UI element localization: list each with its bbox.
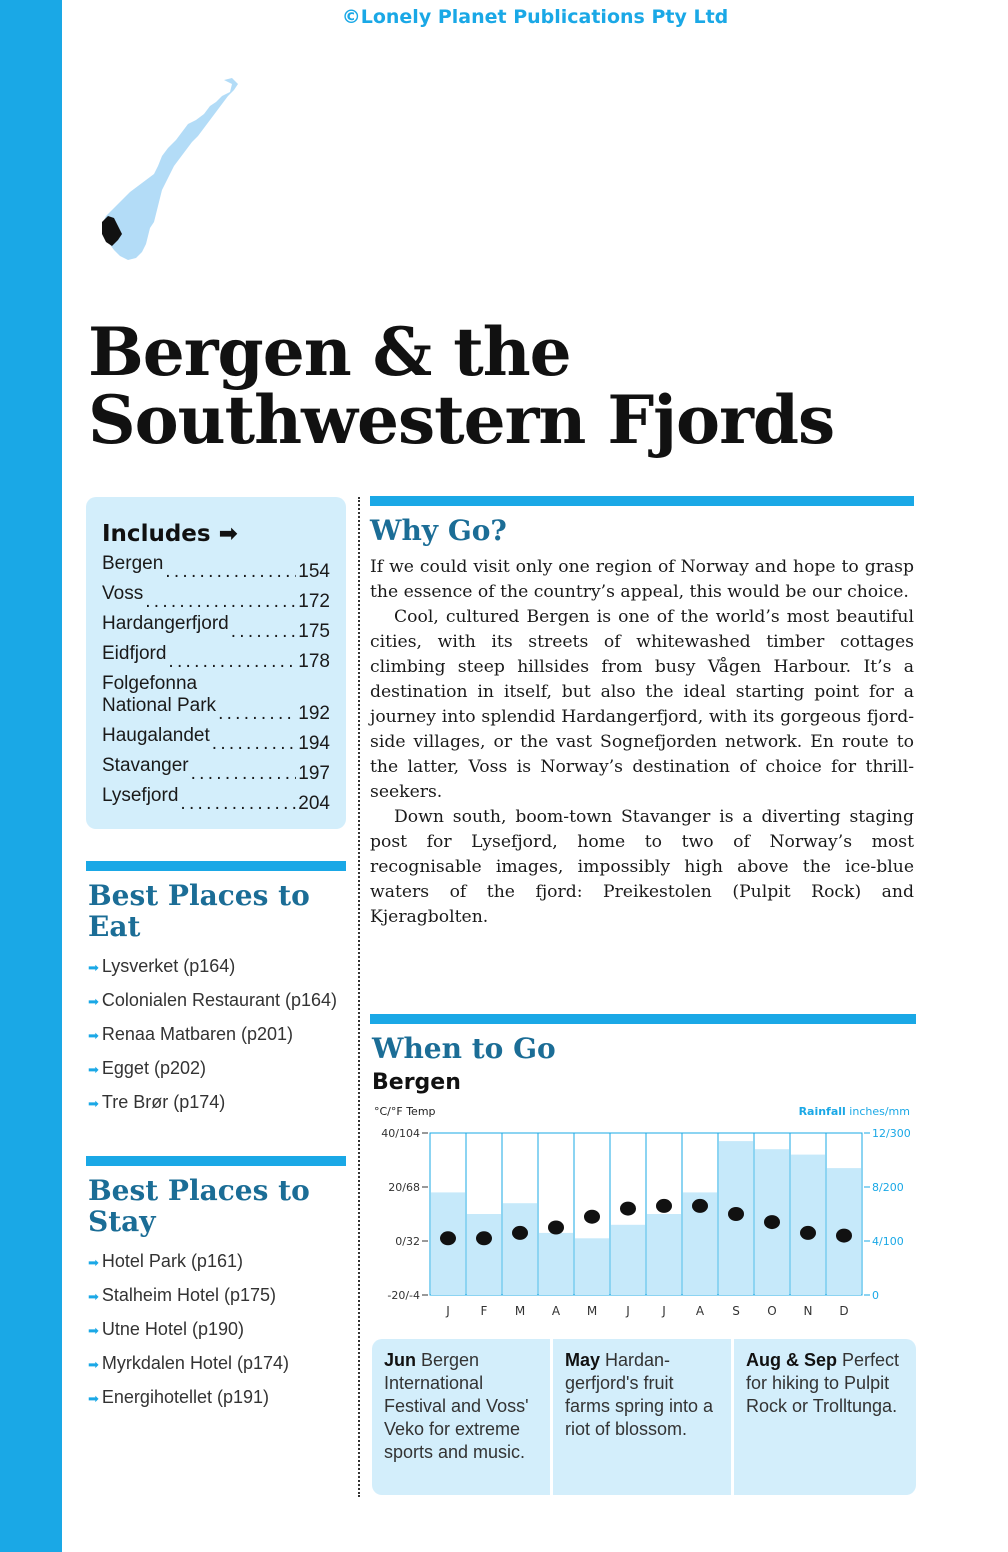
list-item-text: Lysverket (p164) [101,956,236,976]
arrow-right-icon: ➡ [88,960,99,975]
season-text: Bergen International Festival and Voss' Veko for extreme sports and music. [384,1350,529,1462]
includes-item [102,755,330,785]
rainfall-bar [647,1214,681,1295]
includes-item [102,613,330,643]
includes-box [86,497,346,829]
arrow-right-icon: ➡ [88,1289,99,1304]
temperature-dot [656,1199,672,1213]
includes-item-page: 175 [298,621,330,642]
dot-leader [145,591,296,613]
eat-heading-line-2: Eat [88,910,141,943]
when-section-rule [370,1014,916,1024]
month-label: J [446,1304,450,1318]
dot-leader [165,561,296,583]
stay-list [88,1249,338,1419]
why-go-body [370,555,914,930]
list-item-text: Hotel Park (p161) [101,1251,243,1271]
norway-outline [102,78,238,260]
season-text: Perfect for hiking to Pulpit Rock or Trolltunga. [746,1350,900,1416]
why-go-paragraph-1: If we could visit only one region of Norway and hope to grasp the essence of the country’s appeal, this would be our choice. [370,557,914,602]
season-card-aug-sep [734,1339,916,1495]
rainfall-bar [539,1233,573,1295]
temperature-dot [476,1231,492,1245]
list-item [88,1283,338,1309]
left-tick-label: 20/68 [388,1181,420,1194]
includes-item [102,583,330,613]
list-item-text: Stalheim Hotel (p175) [101,1285,276,1305]
climate-city-label: Bergen [372,1070,461,1095]
month-label: M [514,1304,526,1318]
copyright-notice: ©Lonely Planet Publications Pty Ltd [341,6,729,28]
chapter-title [88,313,835,459]
month-label: O [767,1304,777,1318]
includes-item-name: Voss [102,583,144,604]
arrow-right-icon: ➡ [88,1096,99,1111]
left-tick-label: -20/-4 [387,1289,420,1302]
list-item [88,1090,338,1116]
list-item [88,1317,338,1343]
rainfall-bar [503,1203,537,1295]
includes-item-name: Hardangerfjord [102,613,229,634]
arrow-right-icon: ➡ [88,1323,99,1338]
month-label: M [586,1304,598,1318]
includes-item [102,673,330,725]
list-item [88,1056,338,1082]
month-label: S [732,1304,740,1318]
season-label: Aug & Sep [746,1350,838,1370]
right-tick-label: 12/300 [872,1127,911,1140]
season-label: May [565,1350,601,1370]
chapter-title-line-2: Southwestern Fjords [88,381,835,459]
includes-item [102,725,330,755]
list-item [88,954,338,980]
season-label: Jun [384,1350,417,1370]
left-tick-label: 40/104 [381,1127,420,1140]
temperature-dot [692,1199,708,1213]
month-label: A [551,1304,561,1318]
dot-leader [168,651,296,673]
chapter-title-line-1: Bergen & the [88,313,571,391]
list-item-text: Egget (p202) [101,1058,206,1078]
includes-item-name-line-1: Folgefonna [102,673,198,694]
includes-item-name: Bergen [102,553,164,574]
rainfall-bar [791,1155,825,1295]
arrow-right-icon: ➡ [88,994,99,1009]
arrow-right-icon: ➡ [88,1255,99,1270]
why-go-heading: Why Go? [370,514,507,547]
includes-item [102,785,330,815]
month-label: J [626,1304,630,1318]
includes-item [102,553,330,583]
why-section-rule [370,496,914,506]
dot-leader [180,793,296,815]
month-label: F [480,1304,488,1318]
stay-heading-line-1: Best Places to [88,1174,310,1207]
includes-item-name-line-2: National Park [102,695,217,716]
season-card-jun [372,1339,550,1495]
left-tick-label: 0/32 [395,1235,420,1248]
includes-item-page: 192 [298,703,330,724]
list-item-text: Colonialen Restaurant (p164) [101,990,338,1010]
season-card-may [553,1339,731,1495]
dot-leader [191,763,297,785]
includes-item-page: 197 [298,763,330,784]
list-item-text: Renaa Matbaren (p201) [101,1024,294,1044]
temperature-dot [728,1207,744,1221]
includes-item-page: 178 [298,651,330,672]
arrow-right-icon: ➡ [88,1357,99,1372]
includes-item-name: Haugalandet [102,725,210,746]
dot-leader [212,733,297,755]
list-item-text: Energihotellet (p191) [101,1387,270,1407]
includes-item-page: 204 [298,793,330,814]
page-edge-strip [0,0,62,1552]
month-label: N [803,1304,813,1318]
temperature-dot [440,1231,456,1245]
dot-leader [231,621,297,643]
stay-heading-line-2: Stay [88,1205,156,1238]
season-text: Hardan-gerfjord's fruit farms spring into a riot of blossom. [565,1350,714,1439]
includes-item-name: Lysefjord [102,785,179,806]
why-go-paragraph-3: Down south, boom-town Stavanger is a diverting staging post for Lysefjord, home to two of Norway’s most recognisable images, impossibly high above the ice-blue waters of the fjord: Preikestolen (Pulpit Rock) and Kjeragbolten. [370,807,914,927]
list-item [88,1249,338,1275]
arrow-right-icon: ➡ [88,1391,99,1406]
eat-heading [88,880,310,942]
list-item [88,1022,338,1048]
temperature-dot [620,1202,636,1216]
includes-heading: Includes ➡ [102,521,238,547]
eat-list [88,954,338,1124]
rainfall-bar [575,1238,609,1295]
list-item [88,1385,338,1411]
includes-item-page: 154 [298,561,330,582]
dot-leader [218,703,296,725]
month-label: A [695,1304,705,1318]
eat-heading-line-1: Best Places to [88,879,310,912]
list-item-text: Utne Hotel (p190) [101,1319,244,1339]
arrow-right-icon: ➡ [88,1062,99,1077]
temperature-dot [512,1226,528,1240]
temperature-dot [800,1226,816,1240]
why-go-paragraph-2: Cool, cultured Bergen is one of the world’s most beautiful cities, with its streets of whitewashed timber cottages climbing steep hillsides from busy Vågen Harbour. It’s a destination in itself, but also the ideal starting point for a journey into splendid Hardangerfjord, with its gorgeous fjord-side villages, or the vast Sognefjorden network. En route to the latter, Voss is Norway’s destination of choice for thrill-seekers. [370,607,914,802]
column-divider [358,497,360,1497]
list-item [88,1351,338,1377]
right-tick-label: 4/100 [872,1235,904,1248]
right-tick-label: 0 [872,1289,879,1302]
list-item [88,988,338,1014]
temperature-dot [836,1229,852,1243]
includes-item-name: Stavanger [102,755,189,776]
includes-item [102,643,330,673]
rainfall-bar [611,1225,645,1295]
right-axis-title [799,1105,910,1118]
eat-section-rule [86,861,346,871]
rainfall-bar [467,1214,501,1295]
includes-item-name [102,673,216,725]
temperature-dot [548,1221,564,1235]
norway-locator-map [96,76,241,266]
includes-item-page: 172 [298,591,330,612]
right-tick-label: 8/200 [872,1181,904,1194]
arrow-right-icon: ➡ [88,1028,99,1043]
left-axis-title: °C/°F Temp [374,1105,436,1118]
when-to-go-heading: When to Go [372,1032,556,1065]
right-axis-title-bold: Rainfall [798,1105,846,1118]
stay-section-rule [86,1156,346,1166]
month-label: D [839,1304,849,1318]
list-item-text: Tre Brør (p174) [101,1092,226,1112]
temperature-dot [764,1215,780,1229]
stay-heading [88,1175,310,1237]
includes-item-name: Eidfjord [102,643,167,664]
includes-item-page: 194 [298,733,330,754]
temperature-dot [584,1210,600,1224]
month-label: J [662,1304,666,1318]
list-item-text: Myrkdalen Hotel (p174) [101,1353,289,1373]
right-axis-title-units: inches/mm [845,1105,910,1118]
climate-chart [370,1100,916,1330]
